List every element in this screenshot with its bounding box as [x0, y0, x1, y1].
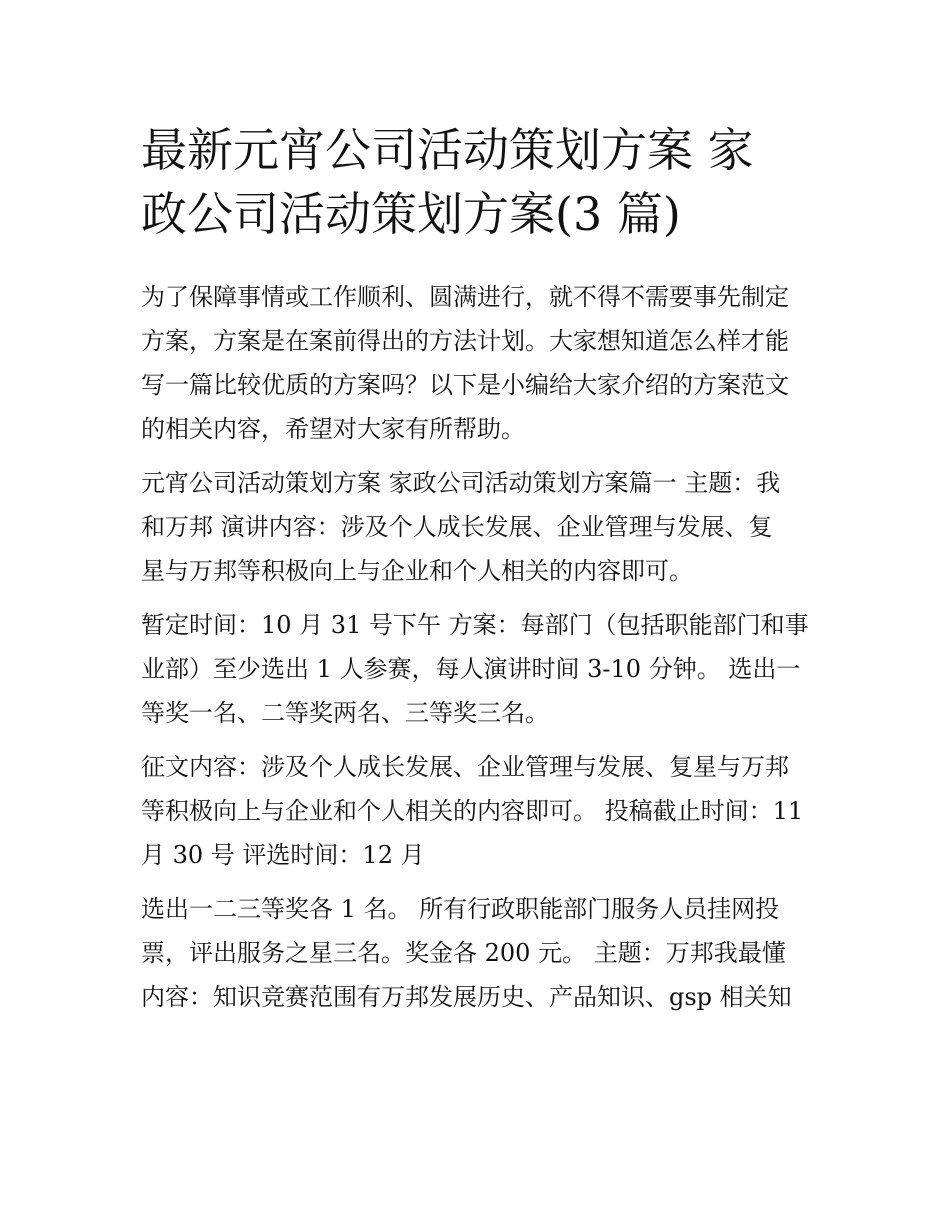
- text-line: 内容：知识竞赛范围有万邦发展历史、产品知识、gsp 相关知: [141, 983, 792, 1011]
- document-body: [141, 118, 813, 1019]
- text-line: 月 30 号 评选时间：12 月: [141, 841, 425, 869]
- text-line: 暂定时间：10 月 31 号下午 方案：每部门（包括职能部门和事: [141, 611, 809, 639]
- text-line: 和万邦 演讲内容：涉及个人成长发展、企业管理与发展、复: [141, 513, 773, 541]
- paragraph-essay: [141, 745, 813, 877]
- text-line: 元宵公司活动策划方案 家政公司活动策划方案篇一 主题：我: [141, 469, 781, 497]
- title-line: 政公司活动策划方案(3 篇): [141, 187, 681, 241]
- paragraph-speech-plan: [141, 461, 813, 593]
- text-line: 星与万邦等积极向上与企业和个人相关的内容即可。: [141, 557, 693, 585]
- text-line: 方案，方案是在案前得出的方法计划。大家想知道怎么样才能: [141, 327, 789, 355]
- text-line: 为了保障事情或工作顺利、圆满进行，就不得不需要事先制定: [141, 283, 789, 311]
- text-line: 征文内容：涉及个人成长发展、企业管理与发展、复星与万邦: [141, 753, 789, 781]
- title-line: 最新元宵公司活动策划方案 家: [141, 123, 754, 177]
- text-line: 写一篇比较优质的方案吗？以下是小编给大家介绍的方案范文: [141, 371, 789, 399]
- text-line: 的相关内容，希望对大家有所帮助。: [141, 415, 525, 443]
- paragraph-intro: [141, 275, 813, 451]
- text-line: 选出一二三等奖各 1 名。 所有行政职能部门服务人员挂网投: [141, 895, 780, 923]
- text-line: 业部）至少选出 1 人参赛，每人演讲时间 3-10 分钟。 选出一: [141, 655, 801, 683]
- paragraph-awards: [141, 887, 813, 1019]
- paragraph-schedule: [141, 603, 813, 735]
- text-line: 等积极向上与企业和个人相关的内容即可。 投稿截止时间：11: [141, 797, 804, 825]
- text-line: 票，评出服务之星三名。奖金各 200 元。 主题：万邦我最懂: [141, 939, 786, 967]
- text-line: 等奖一名、二等奖两名、三等奖三名。: [141, 699, 549, 727]
- document-title: [141, 118, 813, 246]
